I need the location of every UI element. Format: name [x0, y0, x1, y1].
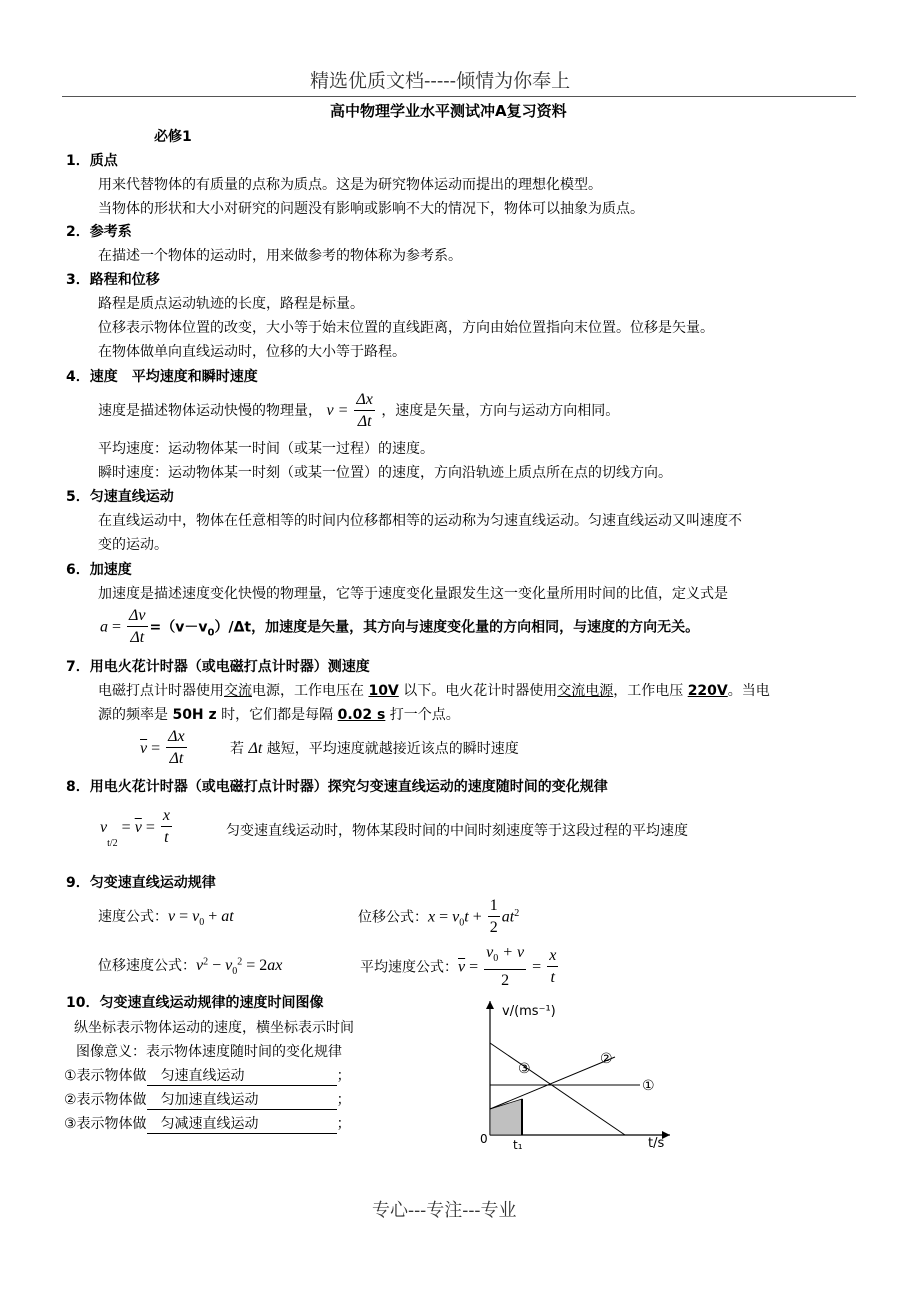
section-9-heading: 9．匀变速直线运动规律	[66, 875, 216, 891]
section-7-note: 若 Δt 越短，平均速度就越接近该点的瞬时速度	[230, 740, 519, 757]
t1-label: t₁	[513, 1138, 523, 1152]
doc-title: 高中物理学业水平测试冲A复习资料	[330, 102, 567, 120]
line-2	[490, 1057, 615, 1109]
section-6-line: 加速度是描述速度变化快慢的物理量，它等于速度变化量跟发生这一变化量所用时间的比值，定义式是	[98, 586, 728, 602]
section-5-line: 变的运动。	[98, 537, 168, 553]
section-8-heading: 8．用电火花计时器（或电磁打点计时器）探究匀变速直线运动的速度随时间的变化规律	[66, 779, 608, 795]
section-1-line: 当物体的形状和大小对研究的问题没有影响或影响不大的情况下，物体可以抽象为质点。	[98, 201, 644, 217]
section-5-line: 在直线运动中，物体在任意相等的时间内位移都相等的运动称为匀速直线运动。匀速直线运动又叫速度不	[98, 513, 742, 529]
line-2-marker: ②	[600, 1051, 613, 1067]
section-4-text: ，速度是矢量，方向与运动方向相同。	[381, 403, 620, 420]
section-4-line: 平均速度：运动物体某一时间（或某一过程）的速度。	[98, 441, 434, 457]
velocity-formula-row: 速度公式：$v = v_0$ + at	[98, 908, 234, 928]
avg-velocity-formula-row: 平均速度公式：$\overline{v}$ = $\frac{v_0 + v}{2}$ = $\frac{x}{t}$	[360, 944, 557, 990]
line-1-marker: ①	[642, 1078, 655, 1094]
page-footer: 专心---专注---专业	[372, 1200, 517, 1221]
section-1-line: 用来代替物体的有质量的点称为质点。这是为研究物体运动而提出的理想化模型。	[98, 177, 602, 193]
section-6-heading: 6．加速度	[66, 562, 132, 578]
velocity-formula: v = $\frac{\Delta x}{\Delta t}$	[326, 391, 373, 430]
shaded-area	[490, 1099, 522, 1135]
section-3-line: 路程是质点运动轨迹的长度，路程是标量。	[98, 296, 364, 312]
section-3-heading: 3．路程和位移	[66, 272, 160, 288]
section-4-heading: 4．速度 平均速度和瞬时速度	[66, 369, 258, 385]
section-10-line: 纵坐标表示物体运动的速度，横坐标表示时间	[74, 1020, 354, 1036]
section-3-line: 在物体做单向直线运动时，位移的大小等于路程。	[98, 344, 406, 360]
graph-line-2-desc: ②表示物体做 匀加速直线运动 ；	[64, 1089, 351, 1110]
section-8-note: 匀变速直线运动时，物体某段时间的中间时刻速度等于这段过程的平均速度	[226, 823, 688, 839]
mid-time-velocity-formula: $v_{t/2} = \overline{v}$ = $\frac{x}{t}$	[100, 807, 170, 849]
y-axis-arrow	[486, 1001, 494, 1009]
avg-velocity-formula: $\overline{v}$ = $\frac{\Delta x}{\Delta t}$	[140, 728, 185, 767]
section-7-line: 电磁打点计时器使用交流电源，工作电压在 10V 以下。电火花计时器使用交流电源，工作电压 220V。当电	[98, 683, 770, 699]
section-4-text: 速度是描述物体运动快慢的物理量，	[98, 403, 322, 420]
section-2-heading: 2．参考系	[66, 224, 132, 240]
line-3-marker: ③	[518, 1061, 531, 1077]
graph-line-1-desc: ①表示物体做 匀速直线运动 ；	[64, 1065, 351, 1086]
section-3-line: 位移表示物体位置的改变，大小等于始末位置的直线距离，方向由始位置指向末位置。位移是矢量。	[98, 320, 714, 336]
section-10-heading: 10．匀变速直线运动规律的速度时间图像	[66, 995, 324, 1011]
section-10-line: 图像意义：表示物体速度随时间的变化规律	[76, 1044, 342, 1060]
section-1-heading: 1．质点	[66, 153, 118, 169]
displacement-formula-row: 位移公式：$x = v_0t$ + $\frac{1}{2}$ $at^2$	[358, 897, 520, 936]
page-header: 精选优质文档-----倾情为你奉上	[310, 70, 571, 92]
velocity-displacement-formula-row: 位移速度公式：$v^2 - v_0^2 = 2ax$	[98, 956, 283, 977]
graph-line-3-desc: ③表示物体做 匀减速直线运动 ；	[64, 1113, 351, 1134]
section-4-line: 瞬时速度：运动物体某一时刻（或某一位置）的速度，方向沿轨迹上质点所在点的切线方向。	[98, 465, 672, 481]
vt-graph	[470, 995, 690, 1155]
accel-formula-line: a = $\frac{\Delta v}{\Delta t}$ $=(v-v_0)/\Delta t$，加速度是矢量，其方向与速度变化量的方向相同，与速度的方向无关。	[100, 607, 700, 646]
section-7-line: 源的频率是 50H z 时，它们都是每隔 0.02 s 打一个点。	[98, 707, 460, 723]
section-2-line: 在描述一个物体的运动时，用来做参考的物体称为参考系。	[98, 248, 462, 264]
section-4-formula-line	[98, 390, 619, 433]
doc-subtitle: 必修1	[154, 129, 192, 145]
y-axis-label: v/(ms⁻¹)	[502, 1004, 556, 1019]
header-rule	[62, 96, 856, 97]
section-5-heading: 5．匀速直线运动	[66, 489, 174, 505]
x-axis-label: t/s	[648, 1136, 665, 1151]
graph-origin: 0	[480, 1132, 488, 1146]
section-7-heading: 7．用电火花计时器（或电磁打点计时器）测速度	[66, 659, 370, 675]
